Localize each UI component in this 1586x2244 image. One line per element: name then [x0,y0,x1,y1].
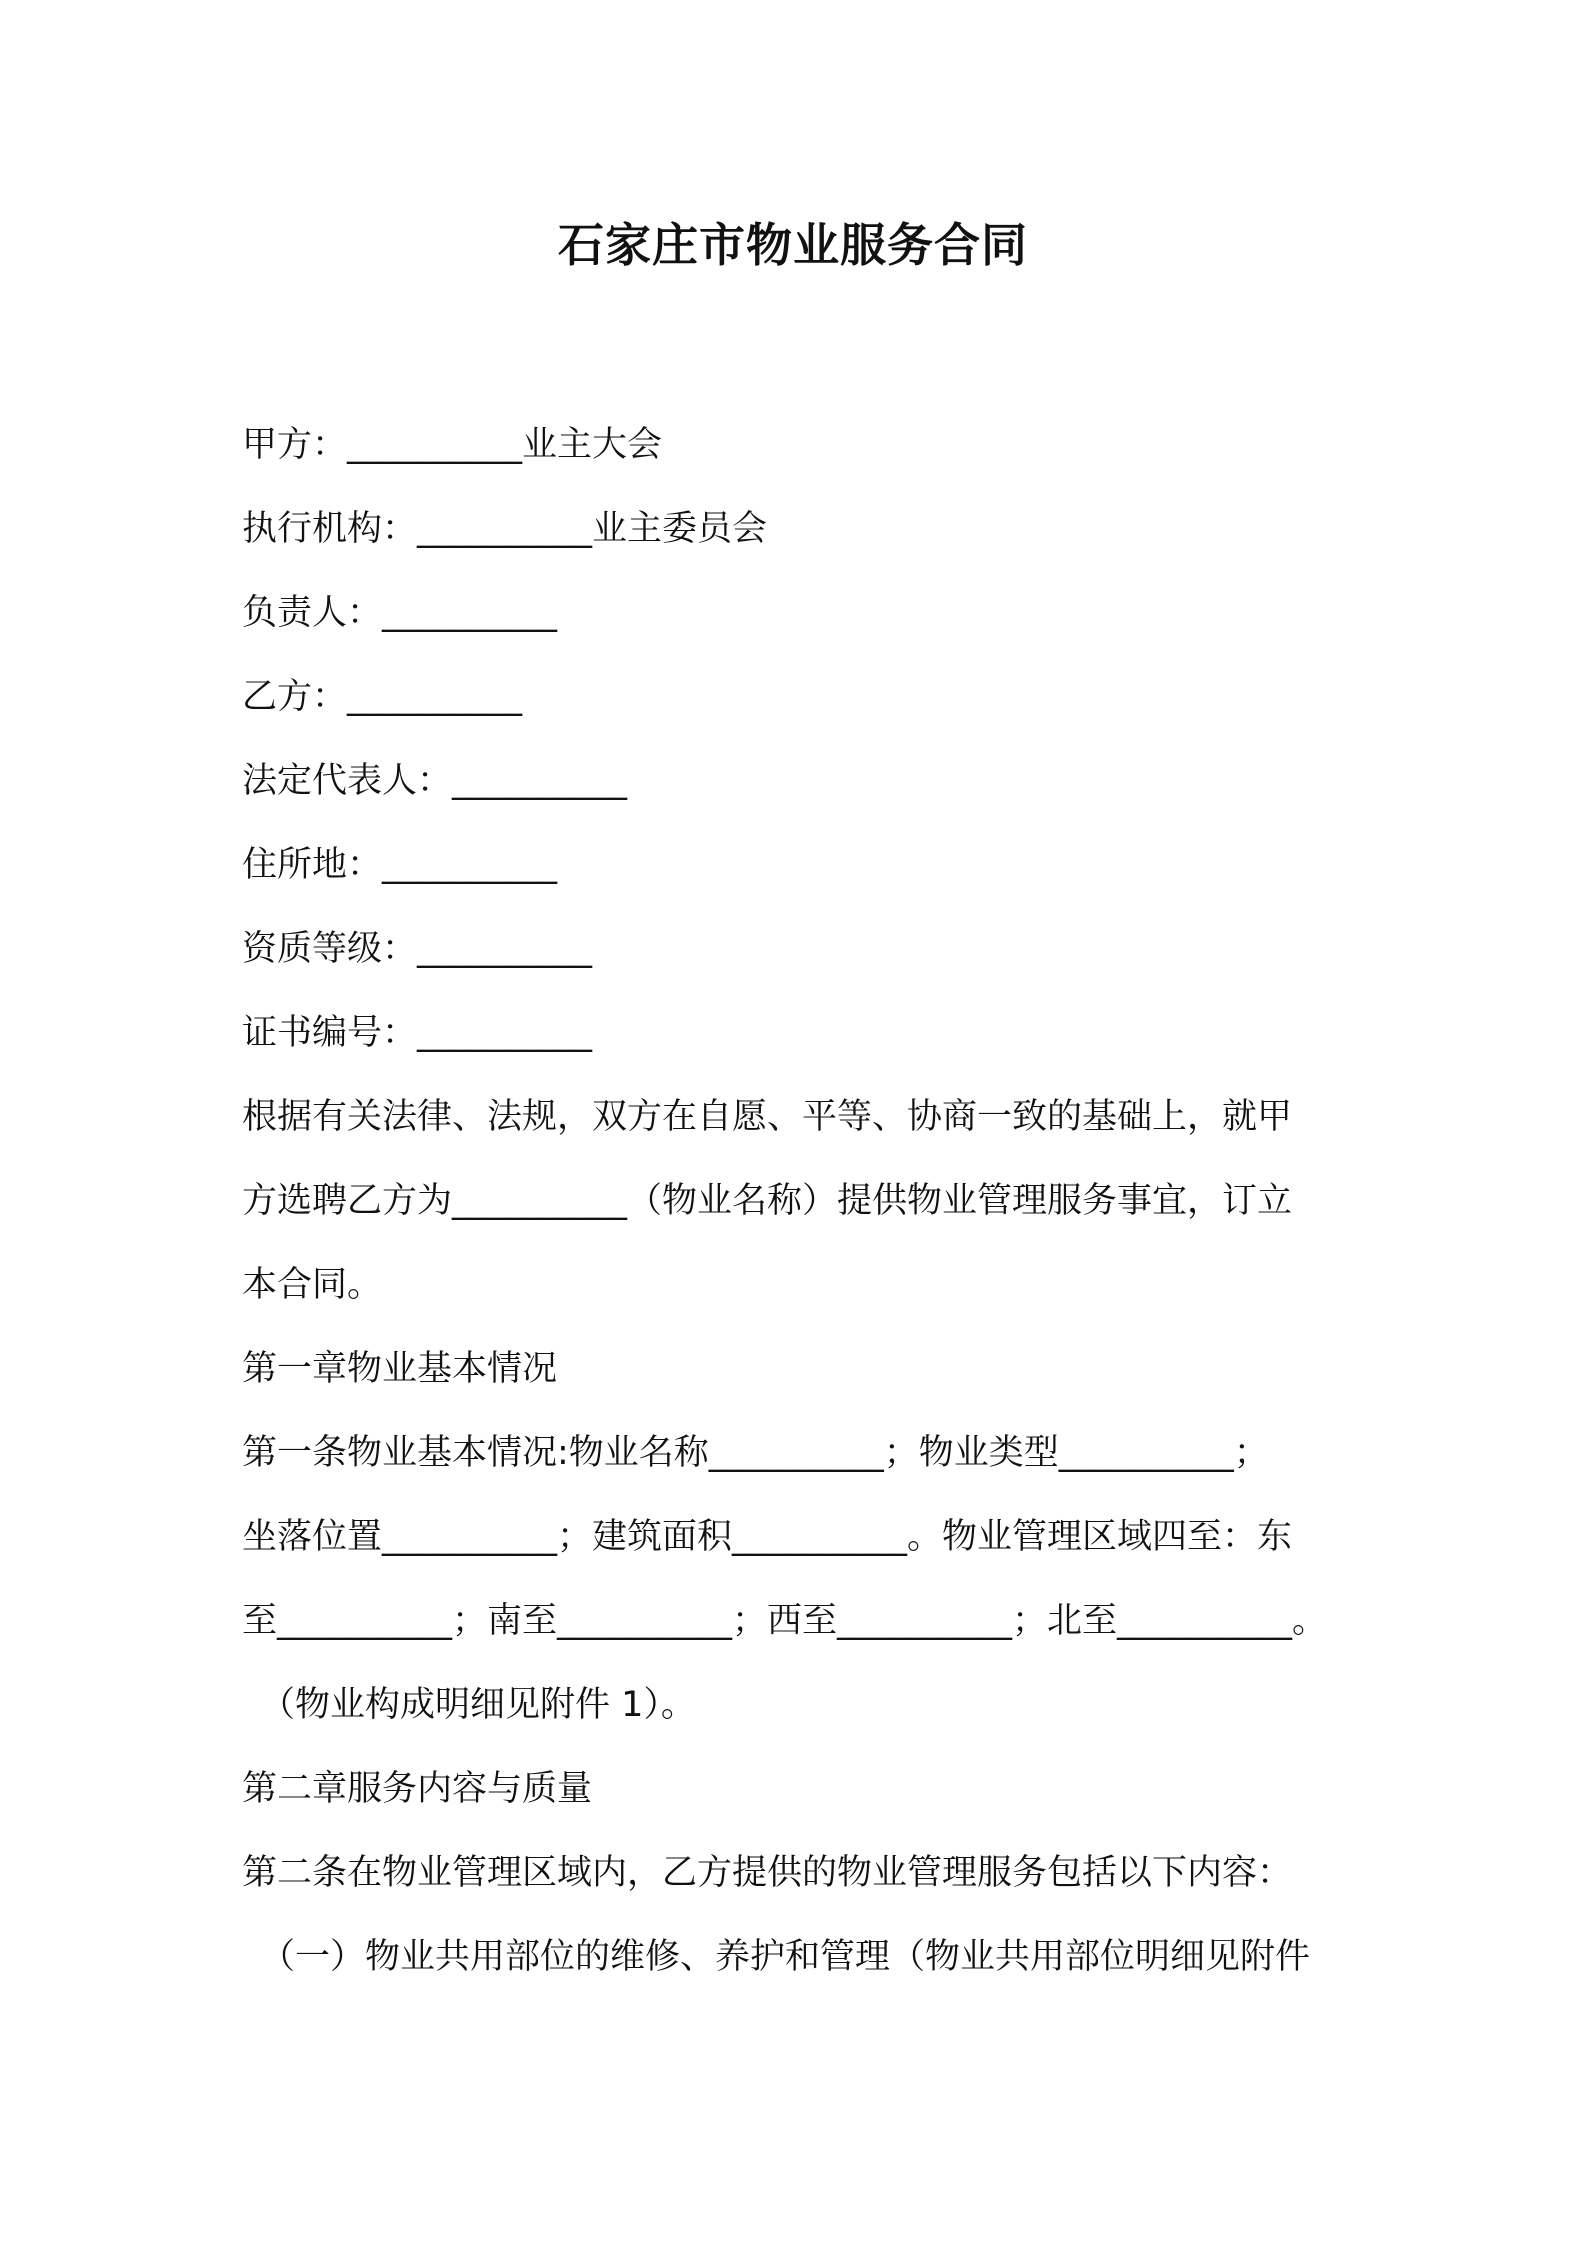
party-b-line: 乙方：__________ [242,677,523,717]
document-title: 石家庄市物业服务合同 [558,218,1028,272]
article-1-line-2: 坐落位置__________；建筑面积__________。物业管理区域四至：东 [242,1517,1293,1557]
address-line: 住所地：__________ [242,845,558,885]
responsible-person-line: 负责人：__________ [242,593,558,633]
article-1-line-4: （物业构成明细见附件 1）。 [260,1685,696,1725]
chapter-2-heading: 第二章服务内容与质量 [242,1769,593,1809]
preamble-line-1: 根据有关法律、法规，双方在自愿、平等、协商一致的基础上，就甲 [242,1097,1293,1137]
party-a-line: 甲方：__________业主大会 [242,425,663,465]
chapter-1-heading: 第一章物业基本情况 [242,1349,558,1389]
preamble-line-2: 方选聘乙方为__________（物业名称）提供物业管理服务事宜，订立 [242,1181,1293,1221]
certificate-number-line: 证书编号：__________ [242,1013,593,1053]
preamble-line-3: 本合同。 [242,1265,383,1305]
document-body [242,403,1362,1999]
qualification-level-line: 资质等级：__________ [242,929,593,969]
article-2-item-1: （一）物业共用部位的维修、养护和管理（物业共用部位明细见附件 [260,1937,1311,1977]
article-1-line-1: 第一条物业基本情况:物业名称__________；物业类型__________； [242,1433,1269,1473]
executive-body-line: 执行机构：__________业主委员会 [242,509,768,549]
legal-representative-line: 法定代表人：__________ [242,761,628,801]
article-1-line-3: 至__________；南至__________；西至__________；北至__________。 [242,1601,1328,1641]
article-2-line-1: 第二条在物业管理区域内，乙方提供的物业管理服务包括以下内容： [242,1853,1293,1893]
